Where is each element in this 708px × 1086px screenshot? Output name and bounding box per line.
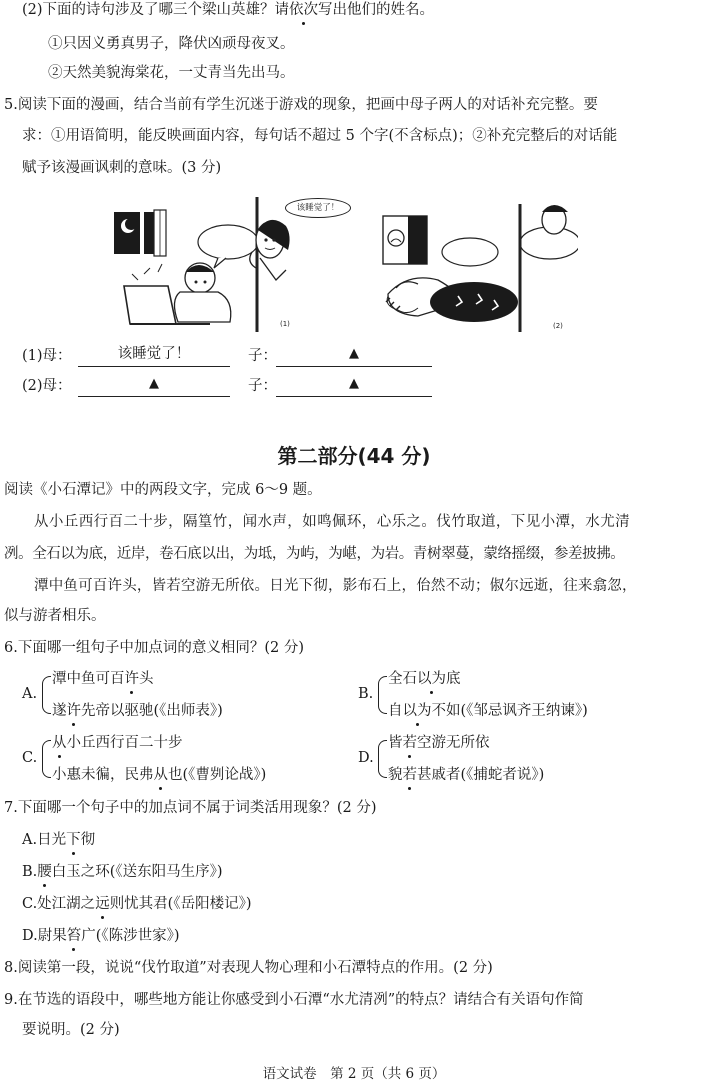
panel-2-label: (2) — [553, 322, 563, 330]
q6-option-d-label[interactable]: D. — [358, 750, 374, 766]
window-light — [408, 216, 427, 264]
q6-d-line2: 貌若甚戚者(《捕蛇者说》) — [388, 767, 545, 783]
row2-child-answer[interactable]: ▲ — [276, 374, 432, 397]
empty-bubble-child — [198, 225, 258, 259]
q6-b-brace — [378, 676, 387, 714]
q6-a-line2: 遂许先帝以驱驰(《出师表》) — [52, 703, 223, 719]
q6-a-line1: 潭中鱼可百许头 — [52, 671, 154, 687]
blanket — [430, 282, 518, 322]
row1-mother-answer: 该睡觉了！ — [78, 344, 230, 367]
q7-option-c[interactable]: C.处江湖之远则忧其君(《岳阳楼记》) — [22, 896, 252, 912]
passage-para1-line2: 冽。全石以为底，近岸，卷石底以出，为坻，为屿，为嵁，为岩。青树翠蔓，蒙络摇缀，参差披拂。 — [4, 546, 625, 562]
laptop — [124, 286, 176, 324]
q6-d-brace — [378, 740, 387, 778]
q4-sub2-poem1: ①只因义勇真男子，降伏凶顽母夜叉。 — [48, 36, 295, 52]
q7-option-d[interactable]: D.尉果笞广(《陈涉世家》) — [22, 928, 180, 944]
row2-mother-answer[interactable]: ▲ — [78, 374, 230, 397]
window-dark — [114, 212, 154, 254]
part2-title: 第二部分(44 分) — [277, 444, 431, 468]
mother-speech-bubble: 该睡觉了！ — [285, 198, 351, 218]
q6-a-brace — [42, 676, 51, 714]
row1-child-label: 子： — [248, 348, 277, 364]
q4-sub2-poem2: ②天然美貌海棠花，一丈青当先出马。 — [48, 65, 295, 81]
empty-bubble-child-2 — [442, 238, 498, 266]
passage-para2-line2: 似与游者相乐。 — [4, 608, 106, 624]
q9-stem-line1: 9.在节选的语段中，哪些地方能让你感受到小石潭“水尤清冽”的特点？请结合有关语句作简 — [4, 992, 584, 1008]
part2-intro: 阅读《小石潭记》中的两段文字，完成 6～9 题。 — [4, 482, 322, 498]
panel-1-label: (1) — [280, 320, 290, 328]
q4-sub2-stem: (2)下面的诗句涉及了哪三个梁山英雄？请依次写出他们的姓名。 — [22, 2, 435, 18]
q8-stem: 8.阅读第一段，说说“伐竹取道”对表现人物心理和小石潭特点的作用。(2 分) — [4, 960, 493, 976]
q6-c-line2: 小惠未徧，民弗从也(《曹刿论战》) — [52, 767, 267, 783]
q6-option-a-label[interactable]: A. — [22, 686, 38, 702]
q6-c-brace — [42, 740, 51, 778]
row1-mother-label: (1)母： — [22, 348, 72, 364]
q6-option-b-label[interactable]: B. — [358, 686, 374, 702]
q7-option-b[interactable]: B.腰白玉之环(《送东阳马生序》) — [22, 864, 223, 880]
q7-option-a[interactable]: A.日光下彻 — [22, 832, 96, 848]
q6-stem: 6.下面哪一组句子中加点词的意义相同？(2 分) — [4, 640, 304, 656]
page-footer: 语文试卷 第 2 页（共 6 页） — [262, 1066, 446, 1082]
passage-para1-line1: 从小丘西行百二十步，隔篁竹，闻水声，如鸣佩环，心乐之。伐竹取道，下见小潭，水尤清 — [34, 514, 630, 530]
q6-d-line1: 皆若空游无所依 — [388, 735, 490, 751]
row1-child-answer[interactable]: ▲ — [276, 344, 432, 367]
q6-c-line1: 从小丘西行百二十步 — [52, 735, 183, 751]
passage-para2-line1: 潭中鱼可百许头，皆若空游无所依。日光下彻，影布石上，佁然不动；俶尔远逝，往来翕忽， — [34, 578, 637, 594]
q5-stem-line2: 求：①用语简明，能反映画面内容，每句话不超过 5 个字(不含标点)；②补充完整后的对话能 — [22, 128, 618, 144]
q6-b-line1: 全石以为底 — [388, 671, 461, 687]
q5-stem-line1: 5.阅读下面的漫画，结合当前有学生沉迷于游戏的现象，把画中母子两人的对话补充完整。要 — [4, 97, 598, 113]
q9-stem-line2: 要说明。(2 分) — [22, 1022, 120, 1038]
q6-b-line2: 自以为不如(《邹忌讽齐王纳谏》) — [388, 703, 588, 719]
q5-stem-line3: 赋予该漫画讽刺的意味。(3 分) — [22, 160, 222, 176]
q6-option-c-label[interactable]: C. — [22, 750, 38, 766]
row2-mother-label: (2)母： — [22, 378, 72, 394]
comic-panel-2 — [378, 198, 578, 338]
row2-child-label: 子： — [248, 378, 277, 394]
q7-stem: 7.下面哪一个句子中的加点词不属于词类活用现象？(2 分) — [4, 800, 377, 816]
